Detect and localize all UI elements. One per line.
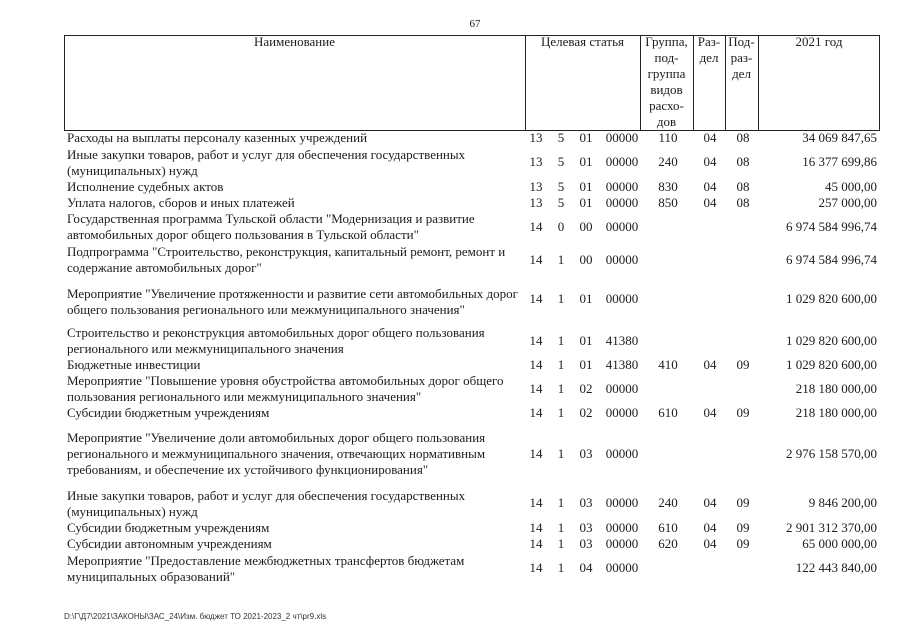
section-code: 04 [703, 130, 717, 145]
target-code-event: 04 [579, 560, 593, 575]
target-code-event: 00 [579, 252, 593, 267]
footer-file-path: D:\Г\Д7\2021\ЗАКОНЫ\ЗАС_24\Изм. бюджет ТО 2021-2023_2 чт\pr9.xls [64, 612, 327, 621]
target-code-event: 01 [579, 154, 593, 169]
section-code: 04 [703, 520, 717, 535]
target-code-direction: 00000 [605, 560, 639, 575]
amount-2021: 6 974 584 996,74 [786, 219, 877, 234]
target-code-program: 14 [529, 381, 543, 396]
amount-2021: 1 029 820 600,00 [786, 333, 877, 348]
target-code-subprogram: 5 [557, 130, 565, 145]
target-code-event: 01 [579, 195, 593, 210]
header-expense-group-line: группа [647, 66, 686, 81]
target-code-program: 14 [529, 333, 543, 348]
section-code: 04 [703, 154, 717, 169]
target-code-program: 14 [529, 252, 543, 267]
target-code-direction: 00000 [605, 130, 639, 145]
target-code-subprogram: 1 [557, 333, 565, 348]
amount-2021: 6 974 584 996,74 [786, 252, 877, 267]
row-name-line: регионального или межмуниципального значения [67, 341, 344, 356]
target-code-subprogram: 1 [557, 252, 565, 267]
target-code-direction: 00000 [605, 536, 639, 551]
target-code-program: 14 [529, 520, 543, 535]
target-code-event: 03 [579, 536, 593, 551]
expense-group-code: 110 [658, 130, 678, 145]
row-name-line: Исполнение судебных актов [67, 179, 224, 194]
header-expense-group-line: под- [654, 50, 679, 65]
row-name-line: автомобильных дорог общего пользования в Тульской области" [67, 227, 419, 242]
target-code-event: 01 [579, 291, 593, 306]
target-code-subprogram: 1 [557, 357, 565, 372]
header-expense-group [640, 34, 693, 130]
row-name-line: муниципальных образований" [67, 569, 236, 584]
header-section-line: дел [699, 50, 719, 65]
header-target-article: Целевая статья [540, 34, 624, 49]
row-name-line: Мероприятие "Увеличение протяженности и развитие сети автомобильных дорог [67, 286, 518, 301]
page-number: 67 [469, 18, 481, 30]
target-code-subprogram: 5 [557, 179, 565, 194]
row-name-line: Иные закупки товаров, работ и услуг для обеспечения государственных [67, 147, 466, 162]
section-code: 04 [703, 495, 717, 510]
target-code-program: 14 [529, 560, 543, 575]
target-code-event: 01 [579, 357, 593, 372]
target-code-program: 14 [529, 536, 543, 551]
target-code-program: 13 [529, 154, 543, 169]
section-code: 04 [703, 195, 717, 210]
target-code-program: 14 [529, 495, 543, 510]
target-code-direction: 00000 [605, 252, 639, 267]
amount-2021: 218 180 000,00 [795, 405, 877, 420]
header-subsection-line: Под- [728, 34, 755, 49]
target-code-program: 13 [529, 195, 543, 210]
row-name-line: Расходы на выплаты персоналу казенных учреждений [67, 130, 368, 145]
expense-group-code: 620 [658, 536, 678, 551]
target-code-subprogram: 1 [557, 560, 565, 575]
row-name-line: (муниципальных) нужд [67, 504, 198, 519]
target-code-direction: 00000 [605, 381, 639, 396]
target-code-subprogram: 5 [557, 154, 565, 169]
target-code-event: 01 [579, 179, 593, 194]
target-code-event: 01 [579, 130, 593, 145]
target-code-direction: 41380 [605, 333, 639, 348]
row-name-line: Мероприятие "Повышение уровня обустройства автомобильных дорог общего [67, 373, 504, 388]
target-code-subprogram: 5 [557, 195, 565, 210]
amount-2021: 65 000 000,00 [802, 536, 877, 551]
subsection-code: 09 [736, 520, 750, 535]
subsection-code: 09 [736, 357, 750, 372]
section-code: 04 [703, 357, 717, 372]
header-year: 2021 год [795, 34, 843, 49]
target-code-program: 14 [529, 291, 543, 306]
row-name-line: Строительство и реконструкция автомобильных дорог общего пользования [67, 325, 485, 340]
target-code-subprogram: 0 [557, 219, 565, 234]
target-code-subprogram: 1 [557, 381, 565, 396]
amount-2021: 2 901 312 370,00 [786, 520, 877, 535]
row-name-line: Мероприятие "Увеличение доли автомобильных дорог общего пользования [67, 430, 486, 445]
target-code-direction: 00000 [605, 154, 639, 169]
header-subsection-line: дел [732, 66, 751, 81]
target-code-program: 13 [529, 130, 543, 145]
target-code-direction: 00000 [605, 495, 639, 510]
amount-2021: 257 000,00 [818, 195, 877, 210]
target-code-direction: 00000 [605, 291, 639, 306]
target-code-event: 00 [579, 219, 593, 234]
expense-group-code: 850 [658, 195, 678, 210]
amount-2021: 1 029 820 600,00 [786, 291, 877, 306]
target-code-direction: 00000 [605, 520, 639, 535]
expense-group-code: 240 [658, 154, 678, 169]
target-code-direction: 41380 [605, 357, 639, 372]
target-code-event: 03 [579, 520, 593, 535]
row-name-line: Уплата налогов, сборов и иных платежей [67, 195, 295, 210]
target-code-event: 03 [579, 446, 593, 461]
amount-2021: 218 180 000,00 [795, 381, 877, 396]
row-name-line: Субсидии автономным учреждениям [67, 536, 272, 551]
row-name-line: Субсидии бюджетным учреждениям [67, 405, 270, 420]
target-code-program: 14 [529, 446, 543, 461]
target-code-subprogram: 1 [557, 520, 565, 535]
target-code-subprogram: 1 [557, 495, 565, 510]
target-code-direction: 00000 [605, 179, 639, 194]
section-code: 04 [703, 405, 717, 420]
row-name-line: пользования регионального или межмуниципального значения" [67, 389, 422, 404]
expense-group-code: 830 [658, 179, 678, 194]
subsection-code: 08 [736, 179, 750, 194]
header-expense-group-line: Группа, [645, 34, 688, 49]
target-code-subprogram: 1 [557, 405, 565, 420]
target-code-subprogram: 1 [557, 536, 565, 551]
target-code-program: 14 [529, 357, 543, 372]
subsection-code: 08 [736, 195, 750, 210]
expense-group-code: 410 [658, 357, 678, 372]
row-name-line: Подпрограмма "Строительство, реконструкция, капитальный ремонт, ремонт и [67, 244, 506, 259]
row-name-line: Бюджетные инвестиции [67, 357, 201, 372]
header-subsection-line: раз- [730, 50, 753, 65]
target-code-program: 14 [529, 219, 543, 234]
subsection-code: 08 [736, 154, 750, 169]
target-code-program: 14 [529, 405, 543, 420]
row-name-line: Субсидии бюджетным учреждениям [67, 520, 270, 535]
header-subsection [725, 34, 758, 82]
amount-2021: 1 029 820 600,00 [786, 357, 877, 372]
amount-2021: 34 069 847,65 [802, 130, 877, 145]
section-code: 04 [703, 179, 717, 194]
expense-group-code: 240 [658, 495, 678, 510]
target-code-direction: 00000 [605, 219, 639, 234]
header-expense-group-line: расхо- [649, 98, 684, 113]
target-code-event: 02 [579, 405, 593, 420]
expense-group-code: 610 [658, 405, 678, 420]
row-name-line: содержание автомобильных дорог" [67, 260, 262, 275]
subsection-code: 09 [736, 495, 750, 510]
target-code-event: 01 [579, 333, 593, 348]
row-name-line: Иные закупки товаров, работ и услуг для обеспечения государственных [67, 488, 466, 503]
amount-2021: 45 000,00 [825, 179, 877, 194]
header-expense-group-line: видов [650, 82, 683, 97]
header-expense-group-line: дов [656, 114, 677, 129]
target-code-direction: 00000 [605, 446, 639, 461]
target-code-subprogram: 1 [557, 446, 565, 461]
row-name-line: общего пользования регионального или межмуниципального значения" [67, 302, 465, 317]
target-code-event: 03 [579, 495, 593, 510]
amount-2021: 9 846 200,00 [808, 495, 877, 510]
header-name: Наименование [254, 34, 335, 49]
target-code-direction: 00000 [605, 195, 639, 210]
target-code-direction: 00000 [605, 405, 639, 420]
row-name-line: Государственная программа Тульской области "Модернизация и развитие [67, 211, 475, 226]
target-code-subprogram: 1 [557, 291, 565, 306]
row-name-line: Мероприятие "Предоставление межбюджетных трансфертов бюджетам [67, 553, 465, 568]
amount-2021: 122 443 840,00 [795, 560, 877, 575]
header-section-line: Раз- [697, 34, 721, 49]
amount-2021: 2 976 158 570,00 [786, 446, 877, 461]
row-name-line: регионального и межмуниципального значения, отвечающих нормативным [67, 446, 486, 461]
header-section [693, 34, 725, 66]
expense-group-code: 610 [658, 520, 678, 535]
amount-2021: 16 377 699,86 [802, 154, 877, 169]
row-name-line: (муниципальных) нужд [67, 163, 198, 178]
subsection-code: 08 [736, 130, 750, 145]
target-code-program: 13 [529, 179, 543, 194]
section-code: 04 [703, 536, 717, 551]
subsection-code: 09 [736, 536, 750, 551]
target-code-event: 02 [579, 381, 593, 396]
subsection-code: 09 [736, 405, 750, 420]
row-name-line: требованиям, и обеспечение их устойчивого функционирования" [67, 462, 429, 477]
